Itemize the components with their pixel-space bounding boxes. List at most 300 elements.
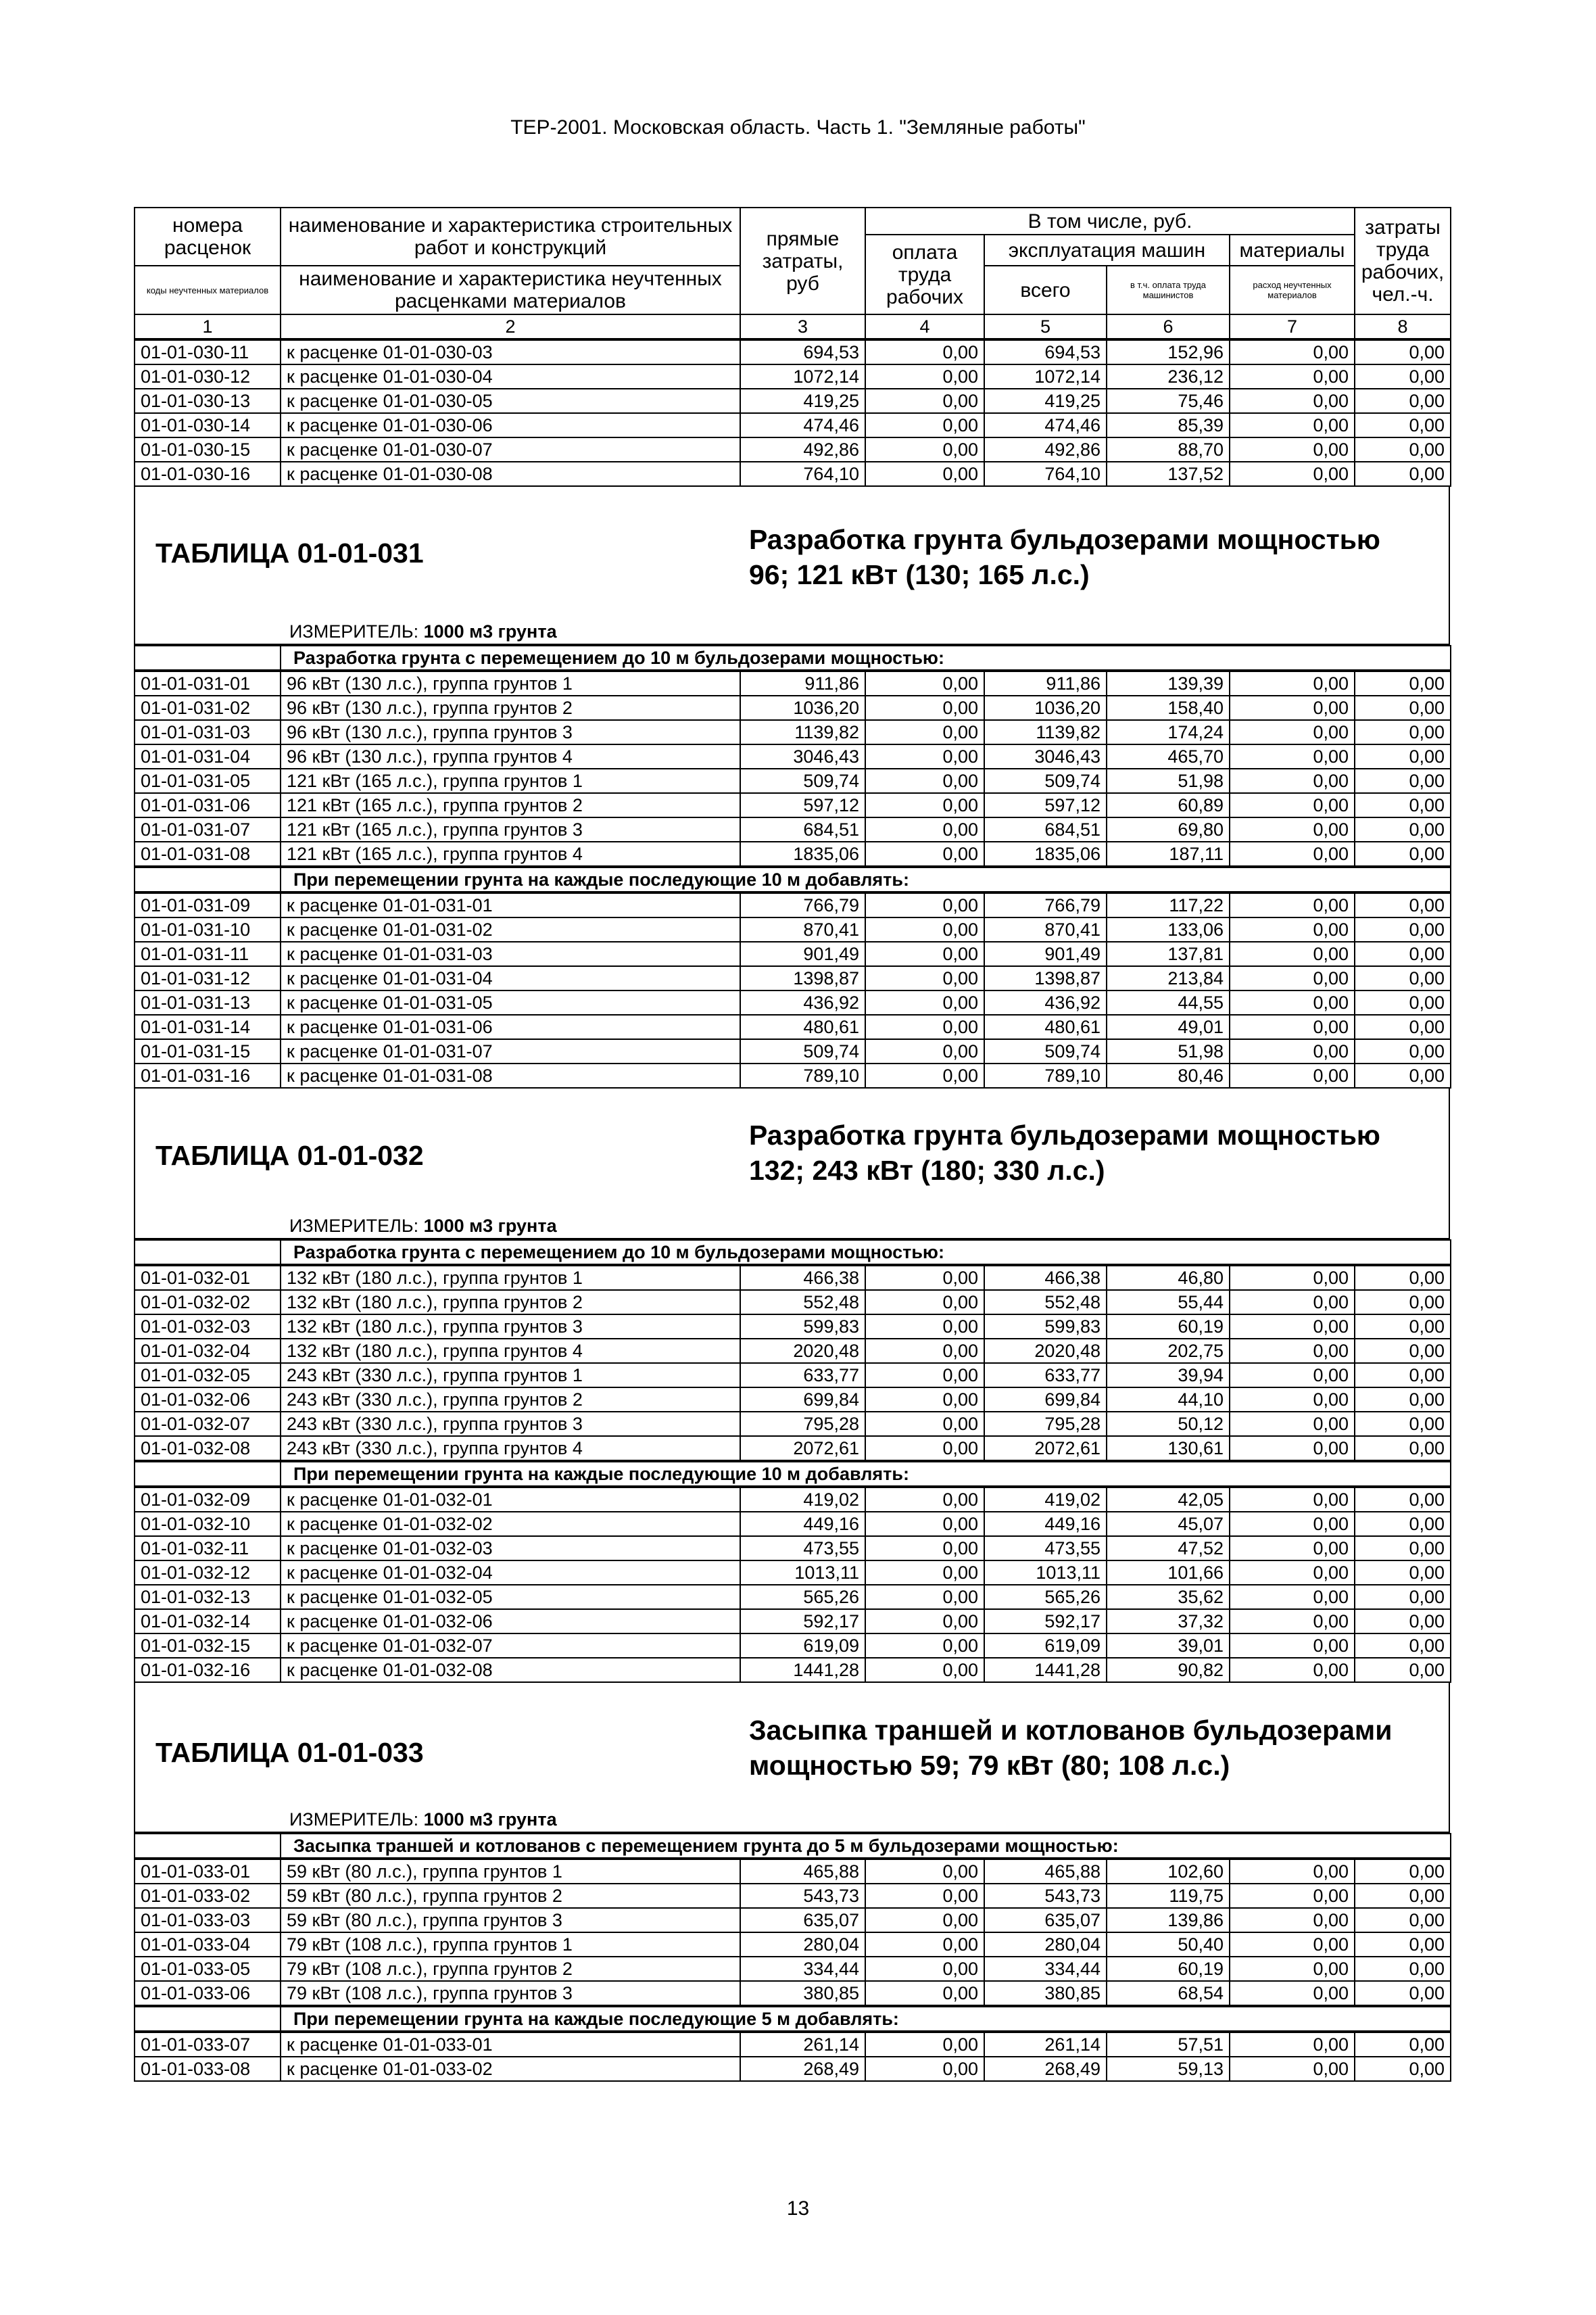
rate-value: 0,00 xyxy=(1230,696,1355,720)
rate-value: 795,28 xyxy=(984,1412,1107,1436)
rate-value: 0,00 xyxy=(865,991,984,1015)
column-number: 2 xyxy=(281,314,740,339)
rate-value: 449,16 xyxy=(740,1512,865,1536)
table-title-line: Засыпка траншей и котлованов бульдозерами xyxy=(749,1715,1393,1746)
subsection-spacer xyxy=(135,646,281,670)
measurement-unit xyxy=(289,621,557,642)
rate-value: 1398,87 xyxy=(740,966,865,991)
rate-value: 0,00 xyxy=(1230,437,1355,462)
rate-value: 0,00 xyxy=(1230,340,1355,364)
table-row xyxy=(135,1363,1451,1387)
column-number: 3 xyxy=(740,314,865,339)
subsection-spacer xyxy=(135,1240,281,1264)
rate-description: к расценке 01-01-032-05 xyxy=(281,1585,740,1609)
rate-value: 911,86 xyxy=(740,671,865,696)
rate-code: 01-01-030-11 xyxy=(135,340,281,364)
table-row xyxy=(135,966,1451,991)
rate-value: 0,00 xyxy=(865,462,984,486)
rate-code: 01-01-031-06 xyxy=(135,793,281,817)
rate-value: 509,74 xyxy=(984,1039,1107,1064)
rate-code: 01-01-030-13 xyxy=(135,389,281,413)
rate-description: к расценке 01-01-032-08 xyxy=(281,1658,740,1682)
rate-description: 132 кВт (180 л.с.), группа грунтов 1 xyxy=(281,1266,740,1290)
table-row xyxy=(135,1585,1451,1609)
table-row xyxy=(135,817,1451,842)
rate-value: 0,00 xyxy=(1230,1932,1355,1957)
rate-value: 0,00 xyxy=(865,1633,984,1658)
rate-value: 0,00 xyxy=(865,842,984,866)
rate-value: 137,81 xyxy=(1107,942,1230,966)
rate-value: 0,00 xyxy=(1230,1064,1355,1088)
rate-value: 1013,11 xyxy=(740,1560,865,1585)
rate-code: 01-01-031-10 xyxy=(135,917,281,942)
rate-code: 01-01-031-02 xyxy=(135,696,281,720)
rate-value: 0,00 xyxy=(1355,1039,1451,1064)
rate-value: 0,00 xyxy=(1355,1387,1451,1412)
header-work-name: наименование и характеристика строительных работ и конструкций xyxy=(281,208,740,266)
rate-value: 0,00 xyxy=(1355,1859,1451,1884)
subsection-header xyxy=(134,645,1451,671)
table-row xyxy=(135,1487,1451,1512)
header-labor-costs: затраты труда рабочих, чел.-ч. xyxy=(1355,208,1451,314)
table-title-line: 96; 121 кВт (130; 165 л.с.) xyxy=(749,559,1090,590)
rate-value: 0,00 xyxy=(1355,893,1451,917)
table-row xyxy=(135,1658,1451,1682)
column-number: 5 xyxy=(984,314,1107,339)
rate-description: 132 кВт (180 л.с.), группа грунтов 2 xyxy=(281,1290,740,1314)
rate-value: 1013,11 xyxy=(984,1560,1107,1585)
rate-value: 509,74 xyxy=(984,769,1107,793)
rate-value: 0,00 xyxy=(865,1957,984,1981)
rate-value: 75,46 xyxy=(1107,389,1230,413)
rate-value: 0,00 xyxy=(1355,1015,1451,1039)
rate-value: 0,00 xyxy=(1355,1412,1451,1436)
header-materials: материалы xyxy=(1230,235,1355,266)
rate-value: 0,00 xyxy=(1355,671,1451,696)
rate-value: 47,52 xyxy=(1107,1536,1230,1560)
rate-value: 0,00 xyxy=(1355,1064,1451,1088)
table-row xyxy=(135,413,1451,437)
table-row xyxy=(135,893,1451,917)
rate-description: 96 кВт (130 л.с.), группа грунтов 2 xyxy=(281,696,740,720)
subsection-header xyxy=(134,867,1451,892)
measurement-label: ИЗМЕРИТЕЛЬ: xyxy=(289,1216,419,1236)
rate-value: 0,00 xyxy=(865,2032,984,2057)
rate-description: к расценке 01-01-031-05 xyxy=(281,991,740,1015)
rate-value: 55,44 xyxy=(1107,1290,1230,1314)
rate-value: 0,00 xyxy=(1230,1339,1355,1363)
rate-value: 102,60 xyxy=(1107,1859,1230,1884)
rate-value: 0,00 xyxy=(865,1387,984,1412)
rate-value: 599,83 xyxy=(984,1314,1107,1339)
rate-value: 0,00 xyxy=(865,1859,984,1884)
rate-value: 635,07 xyxy=(740,1908,865,1932)
column-number: 4 xyxy=(865,314,984,339)
rate-value: 3046,43 xyxy=(984,744,1107,769)
rate-value: 0,00 xyxy=(1355,2032,1451,2057)
subsection-spacer xyxy=(135,2007,281,2031)
rate-value: 0,00 xyxy=(1355,1487,1451,1512)
rate-value: 1441,28 xyxy=(984,1658,1107,1682)
rate-code: 01-01-032-05 xyxy=(135,1363,281,1387)
rate-value: 0,00 xyxy=(865,720,984,744)
rate-description: 96 кВт (130 л.с.), группа грунтов 3 xyxy=(281,720,740,744)
rate-value: 0,00 xyxy=(1355,389,1451,413)
rate-value: 0,00 xyxy=(865,793,984,817)
measurement-unit xyxy=(289,1809,557,1830)
rate-value: 0,00 xyxy=(1230,1884,1355,1908)
rate-value: 137,52 xyxy=(1107,462,1230,486)
rate-value: 0,00 xyxy=(865,1585,984,1609)
rate-code: 01-01-031-09 xyxy=(135,893,281,917)
table-section-header xyxy=(134,1089,1450,1239)
rate-value: 795,28 xyxy=(740,1412,865,1436)
rate-code: 01-01-031-14 xyxy=(135,1015,281,1039)
rate-code: 01-01-032-06 xyxy=(135,1387,281,1412)
rate-description: 59 кВт (80 л.с.), группа грунтов 2 xyxy=(281,1884,740,1908)
rate-value: 480,61 xyxy=(740,1015,865,1039)
rate-code: 01-01-032-08 xyxy=(135,1436,281,1460)
rate-code: 01-01-032-12 xyxy=(135,1560,281,1585)
rate-value: 0,00 xyxy=(1355,1633,1451,1658)
rate-description: к расценке 01-01-032-02 xyxy=(281,1512,740,1536)
table-row xyxy=(135,1859,1451,1884)
subsection-title: Засыпка траншей и котлованов с перемещением грунта до 5 м бульдозерами мощностью: xyxy=(281,1834,1451,1858)
rate-value: 2020,48 xyxy=(984,1339,1107,1363)
rate-description: 79 кВт (108 л.с.), группа грунтов 2 xyxy=(281,1957,740,1981)
table-row xyxy=(135,1387,1451,1412)
rate-code: 01-01-031-13 xyxy=(135,991,281,1015)
rate-value: 0,00 xyxy=(1355,437,1451,462)
rate-value: 0,00 xyxy=(1230,769,1355,793)
rate-code: 01-01-033-01 xyxy=(135,1859,281,1884)
rate-value: 870,41 xyxy=(740,917,865,942)
rate-value: 0,00 xyxy=(865,744,984,769)
rate-value: 789,10 xyxy=(740,1064,865,1088)
table-row xyxy=(135,1015,1451,1039)
header-direct-costs: прямые затраты, руб xyxy=(740,208,865,314)
subsection-spacer xyxy=(135,1834,281,1858)
continued-rows xyxy=(134,339,1451,487)
header-unaccounted-materials: расход неучтенных материалов xyxy=(1230,266,1355,314)
subsection-spacer xyxy=(135,867,281,892)
rate-value: 2072,61 xyxy=(984,1436,1107,1460)
subsection-header xyxy=(134,1239,1451,1265)
rate-description: 132 кВт (180 л.с.), группа грунтов 4 xyxy=(281,1339,740,1363)
table-row xyxy=(135,1884,1451,1908)
rate-code: 01-01-031-11 xyxy=(135,942,281,966)
rate-code: 01-01-032-16 xyxy=(135,1658,281,1682)
rate-value: 0,00 xyxy=(865,1932,984,1957)
rate-value: 0,00 xyxy=(1230,1266,1355,1290)
rate-value: 60,19 xyxy=(1107,1957,1230,1981)
rate-value: 0,00 xyxy=(1230,1560,1355,1585)
rate-value: 139,39 xyxy=(1107,671,1230,696)
rate-description: к расценке 01-01-033-02 xyxy=(281,2057,740,2081)
rate-value: 473,55 xyxy=(740,1536,865,1560)
table-title-line: Разработка грунта бульдозерами мощностью xyxy=(749,1120,1380,1151)
rate-description: 79 кВт (108 л.с.), группа грунтов 3 xyxy=(281,1981,740,2005)
rate-description: 243 кВт (330 л.с.), группа грунтов 4 xyxy=(281,1436,740,1460)
rate-value: 59,13 xyxy=(1107,2057,1230,2081)
rate-value: 565,26 xyxy=(740,1585,865,1609)
rate-value: 0,00 xyxy=(1355,1536,1451,1560)
rates-group xyxy=(134,671,1451,867)
rate-description: к расценке 01-01-030-06 xyxy=(281,413,740,437)
measurement-value: 1000 м3 грунта xyxy=(423,1809,557,1830)
rate-value: 3046,43 xyxy=(740,744,865,769)
rate-code: 01-01-031-08 xyxy=(135,842,281,866)
rate-code: 01-01-031-05 xyxy=(135,769,281,793)
rate-code: 01-01-032-03 xyxy=(135,1314,281,1339)
rate-value: 684,51 xyxy=(984,817,1107,842)
rate-code: 01-01-030-12 xyxy=(135,364,281,389)
rate-value: 0,00 xyxy=(865,1314,984,1339)
rate-value: 0,00 xyxy=(865,1363,984,1387)
table-row xyxy=(135,917,1451,942)
rate-value: 552,48 xyxy=(984,1290,1107,1314)
table-row xyxy=(135,1536,1451,1560)
rate-value: 37,32 xyxy=(1107,1609,1230,1633)
rate-description: к расценке 01-01-031-04 xyxy=(281,966,740,991)
rate-value: 0,00 xyxy=(1230,1957,1355,1981)
table-row xyxy=(135,437,1451,462)
rate-value: 694,53 xyxy=(984,340,1107,364)
rate-value: 0,00 xyxy=(865,1908,984,1932)
rate-description: 121 кВт (165 л.с.), группа грунтов 3 xyxy=(281,817,740,842)
rate-description: к расценке 01-01-030-05 xyxy=(281,389,740,413)
rate-description: 121 кВт (165 л.с.), группа грунтов 2 xyxy=(281,793,740,817)
rate-value: 57,51 xyxy=(1107,2032,1230,2057)
rate-value: 0,00 xyxy=(1355,2057,1451,2081)
rate-description: к расценке 01-01-031-03 xyxy=(281,942,740,966)
rate-value: 0,00 xyxy=(1230,2032,1355,2057)
rate-value: 39,94 xyxy=(1107,1363,1230,1387)
rate-value: 543,73 xyxy=(984,1884,1107,1908)
rate-value: 492,86 xyxy=(984,437,1107,462)
rate-value: 466,38 xyxy=(984,1266,1107,1290)
rate-value: 2072,61 xyxy=(740,1436,865,1460)
rate-value: 0,00 xyxy=(1230,720,1355,744)
rate-value: 0,00 xyxy=(1355,1658,1451,1682)
rate-value: 0,00 xyxy=(1355,720,1451,744)
rate-value: 0,00 xyxy=(865,1884,984,1908)
rate-value: 465,88 xyxy=(984,1859,1107,1884)
rate-value: 0,00 xyxy=(1230,671,1355,696)
rate-value: 0,00 xyxy=(1355,917,1451,942)
header-machine-total: всего xyxy=(984,266,1107,314)
rates-group-addon xyxy=(134,1487,1451,1683)
rate-value: 1139,82 xyxy=(740,720,865,744)
table-row xyxy=(135,1436,1451,1460)
rate-value: 509,74 xyxy=(740,1039,865,1064)
rate-description: к расценке 01-01-031-01 xyxy=(281,893,740,917)
rate-value: 0,00 xyxy=(1355,1884,1451,1908)
rate-value: 0,00 xyxy=(865,1560,984,1585)
rate-description: 79 кВт (108 л.с.), группа грунтов 1 xyxy=(281,1932,740,1957)
rate-value: 0,00 xyxy=(865,817,984,842)
rate-value: 911,86 xyxy=(984,671,1107,696)
rate-value: 0,00 xyxy=(1355,1908,1451,1932)
rate-code: 01-01-030-15 xyxy=(135,437,281,462)
header-unaccounted-name: наименование и характеристика неучтенных расценками материалов xyxy=(281,266,740,314)
table-row xyxy=(135,1981,1451,2005)
rate-value: 0,00 xyxy=(1230,893,1355,917)
rate-value: 901,49 xyxy=(984,942,1107,966)
table-row xyxy=(135,340,1451,364)
table-row xyxy=(135,842,1451,866)
rate-code: 01-01-032-13 xyxy=(135,1585,281,1609)
rate-value: 0,00 xyxy=(1230,1981,1355,2005)
rate-value: 334,44 xyxy=(984,1957,1107,1981)
rate-value: 1036,20 xyxy=(740,696,865,720)
rate-code: 01-01-031-12 xyxy=(135,966,281,991)
rate-value: 599,83 xyxy=(740,1314,865,1339)
rate-value: 0,00 xyxy=(1230,1609,1355,1633)
rate-value: 0,00 xyxy=(865,1658,984,1682)
rate-value: 39,01 xyxy=(1107,1633,1230,1658)
rate-value: 0,00 xyxy=(1355,1436,1451,1460)
rate-code: 01-01-031-16 xyxy=(135,1064,281,1088)
subsection-title: Разработка грунта с перемещением до 10 м бульдозерами мощностью: xyxy=(281,646,1451,670)
rate-value: 592,17 xyxy=(740,1609,865,1633)
rates-group-addon xyxy=(134,2032,1451,2082)
table-row xyxy=(135,1908,1451,1932)
rate-value: 0,00 xyxy=(1230,1512,1355,1536)
rate-value: 0,00 xyxy=(1230,462,1355,486)
subsection-title: При перемещении грунта на каждые последующие 10 м добавлять: xyxy=(281,1462,1451,1486)
rate-code: 01-01-031-04 xyxy=(135,744,281,769)
rate-value: 0,00 xyxy=(865,671,984,696)
rate-value: 0,00 xyxy=(1355,1339,1451,1363)
measurement-unit xyxy=(289,1216,557,1237)
rate-value: 2020,48 xyxy=(740,1339,865,1363)
rate-code: 01-01-033-08 xyxy=(135,2057,281,2081)
rate-value: 44,55 xyxy=(1107,991,1230,1015)
rate-code: 01-01-033-03 xyxy=(135,1908,281,1932)
rate-value: 419,25 xyxy=(740,389,865,413)
rate-value: 0,00 xyxy=(1355,942,1451,966)
rate-value: 870,41 xyxy=(984,917,1107,942)
table-row xyxy=(135,991,1451,1015)
rate-value: 0,00 xyxy=(1230,1908,1355,1932)
rate-description: к расценке 01-01-032-03 xyxy=(281,1536,740,1560)
rate-value: 789,10 xyxy=(984,1064,1107,1088)
rate-value: 0,00 xyxy=(1230,1585,1355,1609)
table-row xyxy=(135,1512,1451,1536)
table-row xyxy=(135,744,1451,769)
rate-description: 132 кВт (180 л.с.), группа грунтов 3 xyxy=(281,1314,740,1339)
rate-code: 01-01-033-07 xyxy=(135,2032,281,2057)
rate-value: 0,00 xyxy=(1355,1981,1451,2005)
rate-value: 35,62 xyxy=(1107,1585,1230,1609)
rate-value: 0,00 xyxy=(865,893,984,917)
rate-value: 619,09 xyxy=(984,1633,1107,1658)
table-title xyxy=(749,1118,1380,1188)
rate-value: 0,00 xyxy=(1230,1859,1355,1884)
rate-value: 0,00 xyxy=(865,696,984,720)
rate-value: 0,00 xyxy=(1230,413,1355,437)
rate-value: 436,92 xyxy=(740,991,865,1015)
rate-description: к расценке 01-01-030-07 xyxy=(281,437,740,462)
rate-value: 466,38 xyxy=(740,1266,865,1290)
rate-value: 0,00 xyxy=(865,1064,984,1088)
table-row xyxy=(135,1560,1451,1585)
rate-value: 0,00 xyxy=(865,1039,984,1064)
table-row xyxy=(135,1290,1451,1314)
rate-description: к расценке 01-01-032-07 xyxy=(281,1633,740,1658)
table-title-line: Разработка грунта бульдозерами мощностью xyxy=(749,524,1380,555)
table-row xyxy=(135,1039,1451,1064)
rate-value: 0,00 xyxy=(1230,842,1355,866)
rate-value: 0,00 xyxy=(1230,1363,1355,1387)
table-row xyxy=(135,769,1451,793)
rate-value: 0,00 xyxy=(1355,817,1451,842)
rate-value: 85,39 xyxy=(1107,413,1230,437)
table-row xyxy=(135,1957,1451,1981)
header-labor-pay: оплата труда рабочих xyxy=(865,235,984,314)
table-title-line: мощностью 59; 79 кВт (80; 108 л.с.) xyxy=(749,1750,1230,1781)
rate-value: 0,00 xyxy=(865,1339,984,1363)
rate-value: 0,00 xyxy=(1230,364,1355,389)
rate-value: 139,86 xyxy=(1107,1908,1230,1932)
rate-value: 69,80 xyxy=(1107,817,1230,842)
rate-value: 280,04 xyxy=(740,1932,865,1957)
subsection-header xyxy=(134,2006,1451,2032)
rate-value: 0,00 xyxy=(865,413,984,437)
rate-value: 1441,28 xyxy=(740,1658,865,1682)
table-row xyxy=(135,1064,1451,1088)
rate-value: 465,70 xyxy=(1107,744,1230,769)
table-body xyxy=(134,339,1450,2082)
rate-value: 509,74 xyxy=(740,769,865,793)
rate-value: 174,24 xyxy=(1107,720,1230,744)
rate-value: 0,00 xyxy=(1355,744,1451,769)
rate-value: 764,10 xyxy=(984,462,1107,486)
rate-value: 0,00 xyxy=(865,942,984,966)
rate-value: 261,14 xyxy=(740,2032,865,2057)
rate-value: 0,00 xyxy=(1355,842,1451,866)
rate-value: 0,00 xyxy=(1230,793,1355,817)
table-row xyxy=(135,942,1451,966)
rate-value: 474,46 xyxy=(740,413,865,437)
rate-value: 0,00 xyxy=(1230,817,1355,842)
rates-group-addon xyxy=(134,892,1451,1089)
subsection-header xyxy=(134,1833,1451,1859)
rate-value: 0,00 xyxy=(1355,966,1451,991)
rate-value: 0,00 xyxy=(1230,389,1355,413)
rate-value: 0,00 xyxy=(1355,991,1451,1015)
rate-value: 0,00 xyxy=(1355,1560,1451,1585)
table-section-header xyxy=(134,1683,1450,1833)
table-section-header xyxy=(134,487,1450,645)
rate-description: к расценке 01-01-031-07 xyxy=(281,1039,740,1064)
rate-code: 01-01-031-01 xyxy=(135,671,281,696)
header-including: В том числе, руб. xyxy=(865,208,1355,235)
rate-code: 01-01-033-02 xyxy=(135,1884,281,1908)
rate-value: 0,00 xyxy=(865,389,984,413)
rate-value: 0,00 xyxy=(1230,1633,1355,1658)
rate-value: 0,00 xyxy=(1355,1290,1451,1314)
page-number: 13 xyxy=(786,2197,810,2220)
column-number: 8 xyxy=(1355,314,1451,339)
rate-value: 543,73 xyxy=(740,1884,865,1908)
table-title xyxy=(749,522,1380,592)
rate-code: 01-01-032-14 xyxy=(135,1609,281,1633)
rate-description: 243 кВт (330 л.с.), группа грунтов 2 xyxy=(281,1387,740,1412)
rate-code: 01-01-032-15 xyxy=(135,1633,281,1658)
table-row xyxy=(135,389,1451,413)
